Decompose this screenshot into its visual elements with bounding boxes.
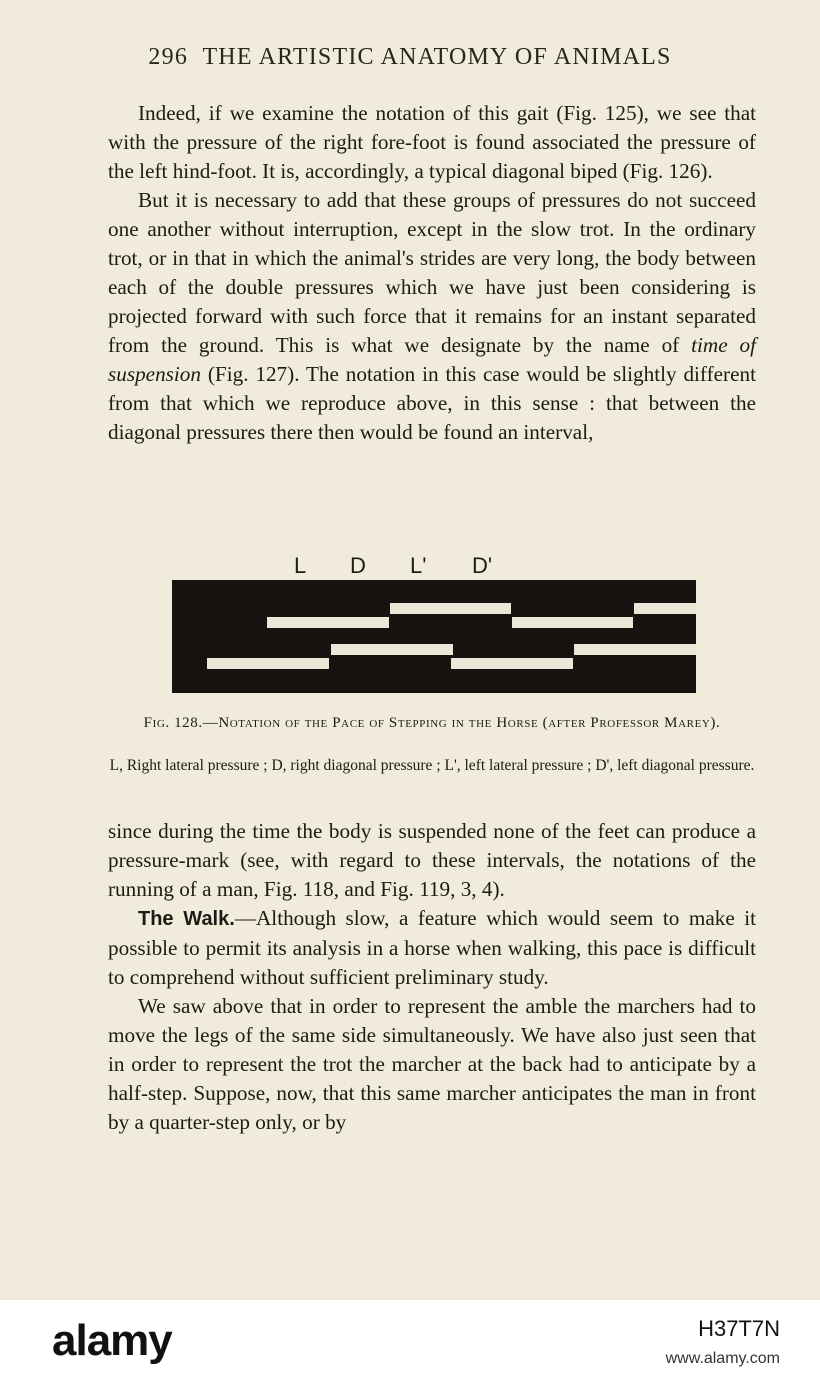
body-text-bottom xyxy=(108,817,756,1137)
section-heading-the-walk: The Walk. xyxy=(138,908,235,930)
paragraph-suspension: But it is necessary to add that these groups of pressures do not succeed one another without interruption, except in the slow trot. In the ordinary trot, or in that in which the animal's strides are very long, the body between each of the double pressures which we have just been considering is projected forward with such force that it remains for an instant separated from the ground. This is what we designate by the name of time of suspension (Fig. 127). The notation in this case would be slightly different from that which we reproduce above, in this sense : that between the diagonal pressures there then would be found an interval, xyxy=(108,188,756,444)
site-url: www.alamy.com xyxy=(665,1350,780,1367)
paragraph-marchers: We saw above that in order to represent the amble the marchers had to move the legs of the same side simultaneously. We have also just seen that in order to represent the trot the marcher at the back had to anticipate by a half-step. Suppose, now, that this same marcher anticipates the man in front by a quarter-step only, or by xyxy=(108,994,756,1134)
figure-caption-legend: L, Right lateral pressure ; D, right diagonal pressure ; L', left lateral pressure ; D', left diagonal pressure. xyxy=(109,757,755,774)
pressure-bar xyxy=(267,617,389,628)
paragraph-continuation: since during the time the body is suspended none of the feet can produce a pressure-mark (see, with regard to these intervals, the notations of the running of a man, Fig. 118, and Fig. 119, 3, 4). xyxy=(108,819,756,901)
pressure-bar xyxy=(512,617,633,628)
figure-caption-title: Fig. 128.—Notation of the Pace of Stepping in the Horse (after Professor Marey). xyxy=(143,715,721,731)
image-id: H37T7N xyxy=(698,1316,780,1341)
letter-l: L xyxy=(294,553,307,578)
pressure-bar xyxy=(207,658,329,669)
pace-notation-diagram xyxy=(172,580,696,693)
letter-l-prime: L' xyxy=(410,553,427,578)
letter-d-prime: D' xyxy=(472,553,493,578)
page-number: 296 xyxy=(148,44,189,70)
pressure-bar xyxy=(634,603,696,614)
running-title: THE ARTISTIC ANATOMY OF ANIMALS xyxy=(202,44,672,70)
body-text-top xyxy=(108,99,756,447)
paragraph-the-walk: The Walk.—Although slow, a feature which would seem to make it possible to permit its analysis in a horse when walking, this pace is difficult to comprehend without sufficient preliminary study. xyxy=(108,906,757,989)
pressure-bar xyxy=(574,644,696,655)
pressure-bar xyxy=(451,658,573,669)
running-header xyxy=(0,44,820,71)
term-time-of-suspension: time of suspension xyxy=(108,333,756,386)
paragraph-gait-notation: Indeed, if we examine the notation of this gait (Fig. 125), we see that with the pressure of the right fore-foot is found associated the pressure of the left hind-foot. It is, accordingly, a typical diagonal biped (Fig. 126). xyxy=(108,101,756,183)
letter-d: D xyxy=(350,553,366,578)
pressure-bar xyxy=(390,603,511,614)
pressure-bar xyxy=(331,644,453,655)
alamy-logo: alamy xyxy=(52,1316,172,1365)
